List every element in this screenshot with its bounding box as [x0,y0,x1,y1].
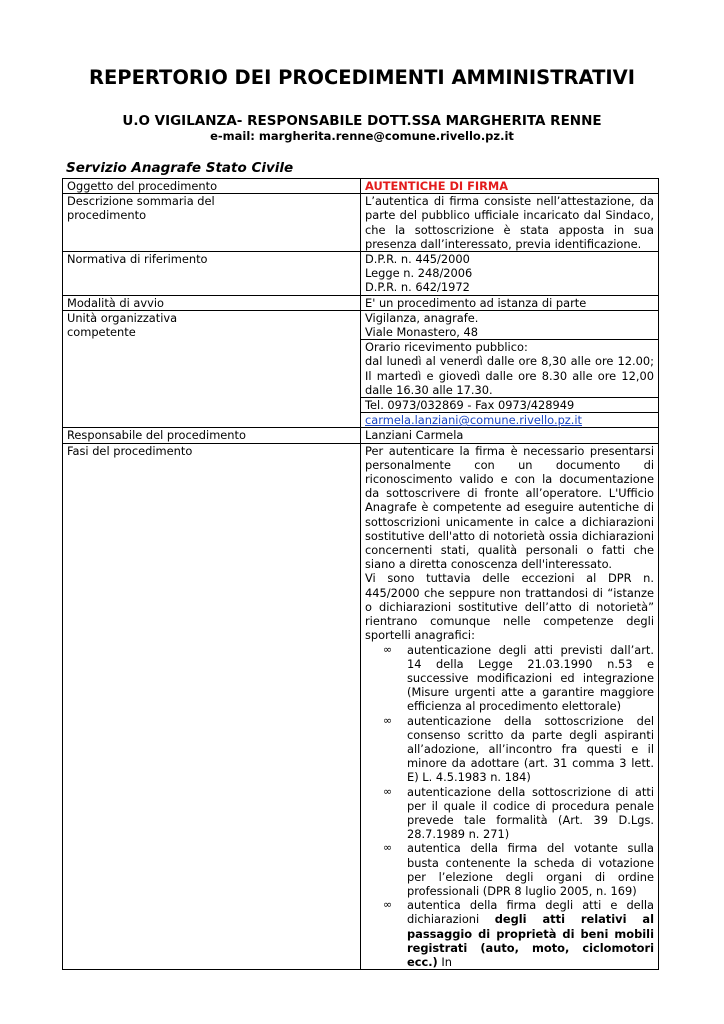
label-line: procedimento [67,208,147,223]
list-item [365,714,654,785]
list-item-text-start: autentica della firma degli atti e della dichiarazioni [407,898,654,927]
table-row [63,179,659,194]
list-item [365,898,654,969]
normativa-line: D.P.R. n. 445/2000 [365,252,470,267]
row-label-modalita: Modalità di avvio [63,295,361,310]
infinity-bullet-icon: ∞ [383,784,393,798]
list-item-text: autenticazione della sottoscrizione di atti per il quale il codice di procedura penale prevede tale formalità (Art. 39 D.Lgs. 28.7.1989 n. 271) [407,784,654,842]
list-item-text-end: In [437,954,452,969]
row-value-oggetto: AUTENTICHE DI FIRMA [361,179,659,194]
list-item-text: autenticazione della sottoscrizione del consenso scritto da parte degli aspiranti all’adozione, all’incontro fra questi e il minore da adottare (art. 31 comma 3 lett. E) L. 4.5.1983 n. 184) [407,713,654,785]
label-line: Descrizione sommaria del [67,194,215,209]
orario-heading: Orario ricevimento pubblico: [365,340,528,355]
row-label-normativa: Normativa di riferimento [63,252,361,296]
row-label-oggetto: Oggetto del procedimento [63,179,361,194]
row-value-responsabile: Lanziani Carmela [361,428,659,443]
list-item-text: autenticazione degli atti previsti dall’art. 14 della Legge 21.03.1990 n.53 e successive modificazioni ed integrazione (Misure urgenti atte a garantire maggiore efficienza al procedimento elettorale) [407,642,654,714]
table-row [63,194,659,252]
orario-text: dal lunedì al venerdì dalle ore 8,30 alle ore 12.00; Il martedì e giovedì dalle ore 8.30 alle ore 12,00 dalle 16.30 alle 17.30. [365,354,654,397]
fasi-paragraph: Vi sono tuttavia delle eccezioni al DPR n. 445/2000 che seppure non trattandosi di “istanze o dichiarazioni sostitutive dell’atto di notorietà” rientrano comunque nelle competenze degli sportelli anagrafici: [365,571,654,643]
row-value-modalita: E' un procedimento ad istanza di parte [361,295,659,310]
normativa-line: D.P.R. n. 642/1972 [365,280,470,295]
table-row [63,428,659,443]
infinity-bullet-icon: ∞ [383,642,393,656]
row-value-fasi [361,443,659,970]
list-item-text: autentica della firma del votante sulla busta contenente la scheda di votazione per l’elezione degli organi di ordine professionali (DPR 8 luglio 2005, n. 169) [407,841,654,898]
table-row [63,443,659,970]
list-item-text [407,898,654,969]
row-value-tel: Tel. 0973/032869 - Fax 0973/428949 [361,398,659,413]
infinity-bullet-icon: ∞ [383,841,393,855]
procedure-table [62,178,659,970]
infinity-bullet-icon: ∞ [383,898,393,912]
table-row [63,310,659,339]
infinity-bullet-icon: ∞ [383,713,393,727]
list-item [365,785,654,842]
table-row [63,295,659,310]
document-subtitle: U.O VIGILANZA- RESPONSABILE DOTT.SSA MARGHERITA RENNE [122,113,602,129]
row-value-unita [361,310,659,339]
section-title: Servizio Anagrafe Stato Civile [66,160,294,176]
row-label-descrizione [63,194,361,252]
row-value-descrizione: L’autentica di firma consiste nell’attestazione, da parte del pubblico ufficiale incaricato dal Sindaco, che la sottoscrizione è stata apposta in sua presenza dall’interessato, previa identificazione. [361,194,659,252]
fasi-list [365,643,654,970]
row-label-responsabile: Responsabile del procedimento [63,428,361,443]
list-item-text-bold: degli atti relativi al passaggio di proprietà di beni mobili registrati (auto, moto, ciclomotori ecc.) [407,912,654,969]
list-item [365,643,654,714]
header-email: e-mail: margherita.renne@comune.rivello.pz.it [210,129,514,143]
row-value-normativa [361,252,659,296]
unita-line: Vigilanza, anagrafe. [365,310,479,325]
row-label-fasi: Fasi del procedimento [63,443,361,970]
row-value-orario [361,340,659,398]
row-label-unita [63,310,361,428]
normativa-line: Legge n. 248/2006 [365,266,473,281]
unita-line: Viale Monastero, 48 [365,325,479,340]
list-item [365,841,654,898]
fasi-paragraph: Per autenticare la firma è necessario presentarsi personalmente con un documento di riconoscimento valido e con la documentazione da sottoscrivere di fronte all’operatore. L'Ufficio Anagrafe è competente ad eseguire autentiche di sottoscrizioni unicamente in calce a dichiarazioni sostitutive dell'atto di notorietà ossia dichiarazioni concernenti stati, qualità personali o fatti che siano a diretta conoscenza dell'interessato. [365,443,654,572]
label-line: competente [67,325,136,340]
table-row [63,252,659,296]
label-line: Unità organizzativa [67,310,178,325]
document-title: REPERTORIO DEI PROCEDIMENTI AMMINISTRATIVI [88,66,636,89]
row-value-email [361,413,659,428]
email-link[interactable]: carmela.lanziani@comune.rivello.pz.it [365,413,583,428]
